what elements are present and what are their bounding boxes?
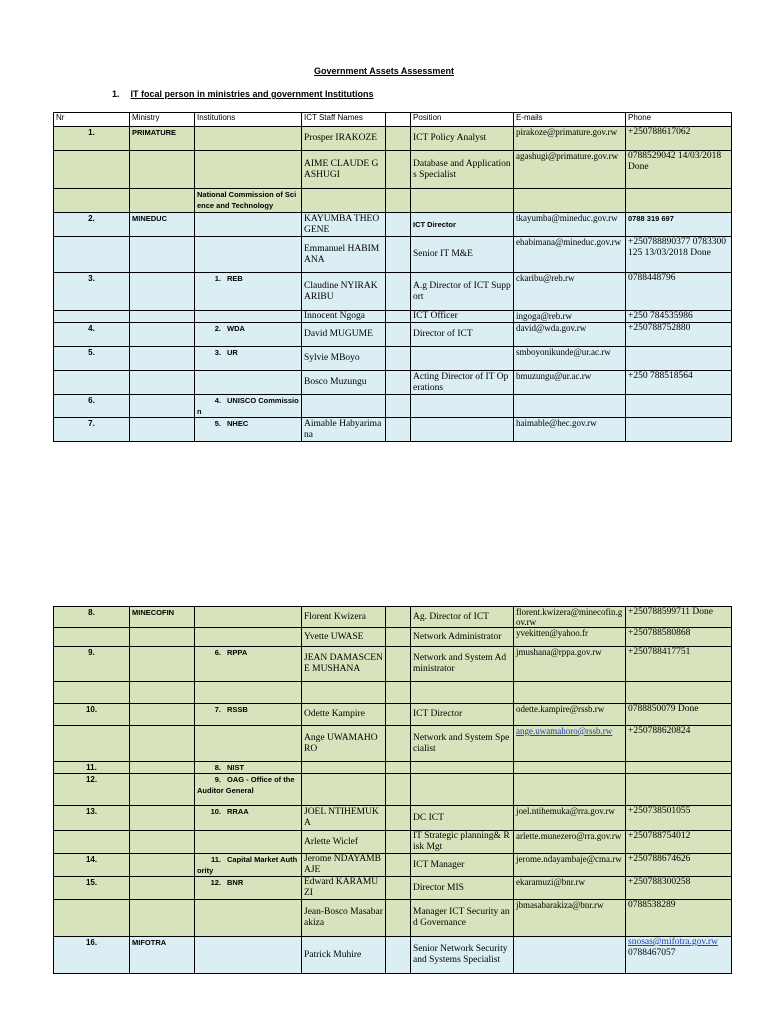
- spacer-cell: [386, 628, 411, 647]
- spacer-cell: [386, 371, 411, 395]
- institution-name: NIST: [227, 763, 245, 772]
- phone-cell: +250788300258: [626, 877, 732, 900]
- staff-name-cell: [302, 774, 386, 806]
- spacer-cell: [386, 900, 411, 937]
- institution-cell: [195, 682, 302, 704]
- column-header: E-mails: [514, 113, 626, 127]
- institution-number: 12.: [210, 878, 221, 887]
- ministry-cell: [130, 151, 195, 189]
- phone-cell: +250788580868: [626, 628, 732, 647]
- institution-number: 3.: [214, 348, 221, 357]
- staff-name-cell: Edward KARAMUZI: [302, 877, 386, 900]
- table-row: [54, 189, 732, 213]
- phone-cell: +250788890377 0783300125 13/03/2018 Done: [626, 237, 732, 273]
- email-cell: jmushana@rppa.gov.rw: [514, 647, 626, 682]
- phone-cell: +250788617062: [626, 127, 732, 151]
- email-cell: [514, 726, 626, 762]
- column-header: Nr: [54, 113, 130, 127]
- email-cell: jbmasabarakiza@bnr.rw: [514, 900, 626, 937]
- position-cell: Acting Director of IT Operations: [411, 371, 514, 395]
- spacer-cell: [386, 273, 411, 311]
- ministry-cell: [130, 647, 195, 682]
- institution-name: BNR: [227, 878, 244, 887]
- phone-cell: 0788 319 697: [626, 213, 732, 237]
- staff-name-cell: Jean-Bosco Masabarakiza: [302, 900, 386, 937]
- spacer-cell: [386, 323, 411, 347]
- spacer-cell: [386, 647, 411, 682]
- row-number-cell: 5.: [54, 347, 130, 371]
- spacer-cell: [386, 831, 411, 854]
- table-row: [54, 347, 732, 371]
- table-row: [54, 774, 732, 806]
- ministry-cell: [130, 418, 195, 442]
- table-row: [54, 762, 732, 774]
- section-heading: [112, 89, 374, 99]
- institution-name: UR: [227, 348, 238, 357]
- row-number-cell: [54, 151, 130, 189]
- ministry-cell: [130, 726, 195, 762]
- email-cell: [514, 682, 626, 704]
- spacer-cell: [386, 347, 411, 371]
- email-cell: haimable@hec.gov.rw: [514, 418, 626, 442]
- email-cell: tkayumba@mineduc.gov.rw: [514, 213, 626, 237]
- ministry-cell: [130, 323, 195, 347]
- table-row: [54, 682, 732, 704]
- phone-cell: 0788448796: [626, 273, 732, 311]
- institution-cell: [195, 189, 302, 213]
- email-cell: jerome.ndayambaje@cma.rw: [514, 854, 626, 877]
- email-cell: joel.ntihemuka@rra.gov.rw: [514, 806, 626, 831]
- row-number-cell: 10.: [54, 704, 130, 726]
- position-cell: IT Strategic planning& Risk Mgt: [411, 831, 514, 854]
- position-cell: Manager ICT Security and Governance: [411, 900, 514, 937]
- position-cell: Database and Applications Specialist: [411, 151, 514, 189]
- table-row: [54, 704, 732, 726]
- institution-number: 11.: [210, 855, 221, 864]
- institution-cell: [195, 647, 302, 682]
- email-cell: [514, 395, 626, 418]
- table-row: [54, 607, 732, 628]
- institution-cell: [195, 151, 302, 189]
- staff-name-cell: Prosper IRAKOZE: [302, 127, 386, 151]
- phone-cell: [626, 762, 732, 774]
- staff-name-cell: Bosco Muzungu: [302, 371, 386, 395]
- column-header: ICT Staff Names: [302, 113, 386, 127]
- row-number-cell: [54, 189, 130, 213]
- institution-cell: [195, 418, 302, 442]
- email-cell: bmuzungu@ur.ac.rw: [514, 371, 626, 395]
- row-number-cell: [54, 726, 130, 762]
- staff-name-cell: JOEL NTIHEMUKA: [302, 806, 386, 831]
- spacer-cell: [386, 607, 411, 628]
- staff-name-cell: Jerome NDAYAMBAJE: [302, 854, 386, 877]
- staff-name-cell: Innocent Ngoga: [302, 311, 386, 323]
- spacer-cell: [386, 937, 411, 974]
- institution-number: 6.: [214, 648, 221, 657]
- row-number-cell: [54, 831, 130, 854]
- row-number-cell: [54, 900, 130, 937]
- institution-cell: [195, 371, 302, 395]
- spacer-cell: [386, 877, 411, 900]
- staff-name-cell: Claudine NYIRAKARIBU: [302, 273, 386, 311]
- position-cell: Director of ICT: [411, 323, 514, 347]
- staff-name-cell: [302, 762, 386, 774]
- position-cell: [411, 189, 514, 213]
- column-header: Phone: [626, 113, 732, 127]
- ministry-cell: [130, 806, 195, 831]
- institution-number: 10.: [210, 807, 221, 816]
- spacer-cell: [386, 395, 411, 418]
- staff-name-cell: KAYUMBA THEOGENE: [302, 213, 386, 237]
- institution-cell: [195, 395, 302, 418]
- email-cell: ckaribu@reb.rw: [514, 273, 626, 311]
- ministry-cell: [130, 762, 195, 774]
- ministry-cell: MIFOTRA: [130, 937, 195, 974]
- institution-name: Capital Market Authority: [197, 855, 298, 875]
- staff-name-cell: Patrick Muhire: [302, 937, 386, 974]
- column-header: Ministry: [130, 113, 195, 127]
- row-number-cell: 13.: [54, 806, 130, 831]
- position-cell: Ag. Director of ICT: [411, 607, 514, 628]
- table-row: [54, 323, 732, 347]
- ministry-cell: MINECOFIN: [130, 607, 195, 628]
- row-number-cell: 15.: [54, 877, 130, 900]
- position-cell: [411, 395, 514, 418]
- position-cell: [411, 347, 514, 371]
- institution-cell: [195, 237, 302, 273]
- row-number-cell: 8.: [54, 607, 130, 628]
- spacer-cell: [386, 806, 411, 831]
- institution-name: NHEC: [227, 419, 249, 428]
- staff-name-cell: Sylvie MBoyo: [302, 347, 386, 371]
- staff-name-cell: JEAN DAMASCENE MUSHANA: [302, 647, 386, 682]
- phone-cell: [626, 937, 732, 974]
- table-row: [54, 900, 732, 937]
- institution-cell: [195, 726, 302, 762]
- email-cell: [514, 762, 626, 774]
- staff-name-cell: AIME CLAUDE GASHUGI: [302, 151, 386, 189]
- staff-name-cell: Ange UWAMAHORO: [302, 726, 386, 762]
- row-number-cell: [54, 371, 130, 395]
- row-number-cell: 2.: [54, 213, 130, 237]
- row-number-cell: 12.: [54, 774, 130, 806]
- institution-cell: [195, 213, 302, 237]
- section-title: IT focal person in ministries and government Institutions: [130, 89, 374, 99]
- row-number-cell: [54, 628, 130, 647]
- institution-cell: [195, 774, 302, 806]
- staff-name-cell: Emmanuel HABIMANA: [302, 237, 386, 273]
- ministry-cell: [130, 877, 195, 900]
- institution-cell: [195, 273, 302, 311]
- ministry-cell: [130, 854, 195, 877]
- phone-cell: +250738501055: [626, 806, 732, 831]
- institution-cell: [195, 937, 302, 974]
- ministry-cell: [130, 237, 195, 273]
- phone-cell: [626, 418, 732, 442]
- table-row: [54, 127, 732, 151]
- institution-name: REB: [227, 274, 243, 283]
- ministry-cell: [130, 682, 195, 704]
- institution-cell: [195, 831, 302, 854]
- ministry-cell: [130, 311, 195, 323]
- table-row: [54, 854, 732, 877]
- staff-name-cell: [302, 189, 386, 213]
- ministry-cell: [130, 395, 195, 418]
- phone-cell: [626, 774, 732, 806]
- phone-cell: +250788417751: [626, 647, 732, 682]
- spacer-cell: [386, 682, 411, 704]
- staff-name-cell: Arlette Wiclef: [302, 831, 386, 854]
- phone-cell: [626, 682, 732, 704]
- ministry-cell: [130, 900, 195, 937]
- spacer-cell: [386, 213, 411, 237]
- phone-cell: 0788850079 Done: [626, 704, 732, 726]
- email-cell: odette.kampire@rssb.rw: [514, 704, 626, 726]
- position-cell: DC ICT: [411, 806, 514, 831]
- position-cell: Network and System Administrator: [411, 647, 514, 682]
- institution-number: 9.: [214, 775, 221, 784]
- spacer-cell: [386, 311, 411, 323]
- position-cell: Director MIS: [411, 877, 514, 900]
- table-row: [54, 831, 732, 854]
- institution-number: 4.: [214, 396, 221, 405]
- ministry-cell: [130, 371, 195, 395]
- table-row: [54, 628, 732, 647]
- institution-cell: [195, 762, 302, 774]
- assets-table-1: [53, 112, 732, 442]
- table-row: [54, 273, 732, 311]
- institution-name: RPPA: [227, 648, 248, 657]
- phone-number: 0788467057: [628, 948, 676, 958]
- table-row: [54, 647, 732, 682]
- table-row: [54, 213, 732, 237]
- ministry-cell: [130, 628, 195, 647]
- column-header: Position: [411, 113, 514, 127]
- row-number-cell: 4.: [54, 323, 130, 347]
- email-cell: ekaramuzi@bnr.rw: [514, 877, 626, 900]
- phone-cell: +250 788518564: [626, 371, 732, 395]
- row-number-cell: [54, 682, 130, 704]
- row-number-cell: 7.: [54, 418, 130, 442]
- institution-number: 5.: [214, 419, 221, 428]
- position-cell: [411, 774, 514, 806]
- ministry-cell: [130, 273, 195, 311]
- position-cell: [411, 682, 514, 704]
- institution-cell: [195, 323, 302, 347]
- row-number-cell: 9.: [54, 647, 130, 682]
- table-row: [54, 418, 732, 442]
- institution-number: 1.: [214, 274, 221, 283]
- spacer-cell: [386, 237, 411, 273]
- row-number-cell: 11.: [54, 762, 130, 774]
- row-number-cell: 16.: [54, 937, 130, 974]
- institution-number: 2.: [214, 324, 221, 333]
- spacer-cell: [386, 854, 411, 877]
- position-cell: ICT Director: [411, 704, 514, 726]
- institution-number: 7.: [214, 705, 221, 714]
- phone-cell: [626, 395, 732, 418]
- email-cell: [514, 937, 626, 974]
- institution-name: RRAA: [227, 807, 249, 816]
- email-cell: david@wda.gov.rw: [514, 323, 626, 347]
- spacer-cell: [386, 127, 411, 151]
- spacer-cell: [386, 726, 411, 762]
- email-cell: [514, 774, 626, 806]
- spacer-cell: [386, 151, 411, 189]
- phone-cell: 0788529042 14/03/2018 Done: [626, 151, 732, 189]
- phone-cell: 0788538289: [626, 900, 732, 937]
- institution-name: UNISCO Commission: [197, 396, 299, 416]
- institution-cell: [195, 900, 302, 937]
- table-row: [54, 937, 732, 974]
- phone-email-link[interactable]: snosas@mifotra.gov.rw: [628, 937, 718, 947]
- table-row: [54, 311, 732, 323]
- position-cell: Network and System Specialist: [411, 726, 514, 762]
- institution-cell: [195, 628, 302, 647]
- phone-cell: +250788674626: [626, 854, 732, 877]
- staff-name-cell: Florent Kwizera: [302, 607, 386, 628]
- staff-name-cell: Odette Kampire: [302, 704, 386, 726]
- position-cell: ICT Officer: [411, 311, 514, 323]
- institution-cell: [195, 854, 302, 877]
- position-cell: ICT Manager: [411, 854, 514, 877]
- table-row: [54, 151, 732, 189]
- institution-cell: [195, 127, 302, 151]
- phone-cell: [626, 189, 732, 213]
- position-cell: [411, 418, 514, 442]
- staff-name-cell: Yvette UWASE: [302, 628, 386, 647]
- phone-cell: [626, 347, 732, 371]
- phone-cell: +250788754012: [626, 831, 732, 854]
- phone-cell: +250788620824: [626, 726, 732, 762]
- table-row: [54, 395, 732, 418]
- row-number-cell: [54, 311, 130, 323]
- email-cell: agashugi@primature.gov.rw: [514, 151, 626, 189]
- institution-cell: [195, 311, 302, 323]
- ministry-cell: [130, 774, 195, 806]
- email-link[interactable]: ange.uwamahoro@rssb.rw: [516, 726, 613, 736]
- institution-name: WDA: [227, 324, 245, 333]
- ministry-cell: [130, 189, 195, 213]
- institution-cell: [195, 347, 302, 371]
- document-title: Government Assets Assessment: [314, 66, 454, 76]
- row-number-cell: [54, 237, 130, 273]
- position-cell: ICT Policy Analyst: [411, 127, 514, 151]
- row-number-cell: 1.: [54, 127, 130, 151]
- spacer-cell: [386, 418, 411, 442]
- position-cell: [411, 762, 514, 774]
- staff-name-cell: David MUGUME: [302, 323, 386, 347]
- phone-cell: +250 784535986: [626, 311, 732, 323]
- table-header-row: [54, 113, 732, 127]
- institution-name: RSSB: [227, 705, 248, 714]
- institution-name: National Commission of Science and Technology: [197, 190, 297, 210]
- column-header: Institutions: [195, 113, 302, 127]
- spacer-cell: [386, 189, 411, 213]
- ministry-cell: [130, 704, 195, 726]
- email-cell: yvekitten@yahoo.fr: [514, 628, 626, 647]
- position-cell: Network Administrator: [411, 628, 514, 647]
- email-cell: ehabimana@mineduc.gov.rw: [514, 237, 626, 273]
- section-number: 1.: [112, 89, 120, 99]
- phone-cell: +250788599711 Done: [626, 607, 732, 628]
- institution-name: OAG - Office of the Auditor General: [197, 775, 295, 795]
- assets-table-2: [53, 606, 732, 974]
- spacer-cell: [386, 774, 411, 806]
- table-row: [54, 806, 732, 831]
- position-cell: ICT Director: [411, 213, 514, 237]
- table-row: [54, 877, 732, 900]
- institution-cell: [195, 704, 302, 726]
- institution-cell: [195, 607, 302, 628]
- email-cell: arlette.munezero@rra.gov.rw: [514, 831, 626, 854]
- email-cell: florent.kwizera@minecofin.gov.rw: [514, 607, 626, 628]
- position-cell: A.g Director of ICT Support: [411, 273, 514, 311]
- table-row: [54, 237, 732, 273]
- spacer-cell: [386, 704, 411, 726]
- position-cell: Senior Network Security and Systems Specialist: [411, 937, 514, 974]
- row-number-cell: 6.: [54, 395, 130, 418]
- ministry-cell: MINEDUC: [130, 213, 195, 237]
- spacer-cell: [386, 762, 411, 774]
- staff-name-cell: [302, 682, 386, 704]
- institution-number: 8.: [214, 763, 221, 772]
- email-cell: [514, 189, 626, 213]
- email-cell: ingoga@reb.rw: [514, 311, 626, 323]
- row-number-cell: 3.: [54, 273, 130, 311]
- email-cell: pirakoze@primature.gov.rw: [514, 127, 626, 151]
- staff-name-cell: Aimable Habyarimana: [302, 418, 386, 442]
- phone-cell: +250788752880: [626, 323, 732, 347]
- staff-name-cell: [302, 395, 386, 418]
- row-number-cell: 14.: [54, 854, 130, 877]
- ministry-cell: [130, 831, 195, 854]
- ministry-cell: [130, 347, 195, 371]
- email-cell: smboyonikunde@ur.ac.rw: [514, 347, 626, 371]
- header-spacer-cell: [386, 113, 411, 127]
- table-row: [54, 726, 732, 762]
- position-cell: Senior IT M&E: [411, 237, 514, 273]
- ministry-cell: PRIMATURE: [130, 127, 195, 151]
- table-row: [54, 371, 732, 395]
- institution-cell: [195, 877, 302, 900]
- institution-cell: [195, 806, 302, 831]
